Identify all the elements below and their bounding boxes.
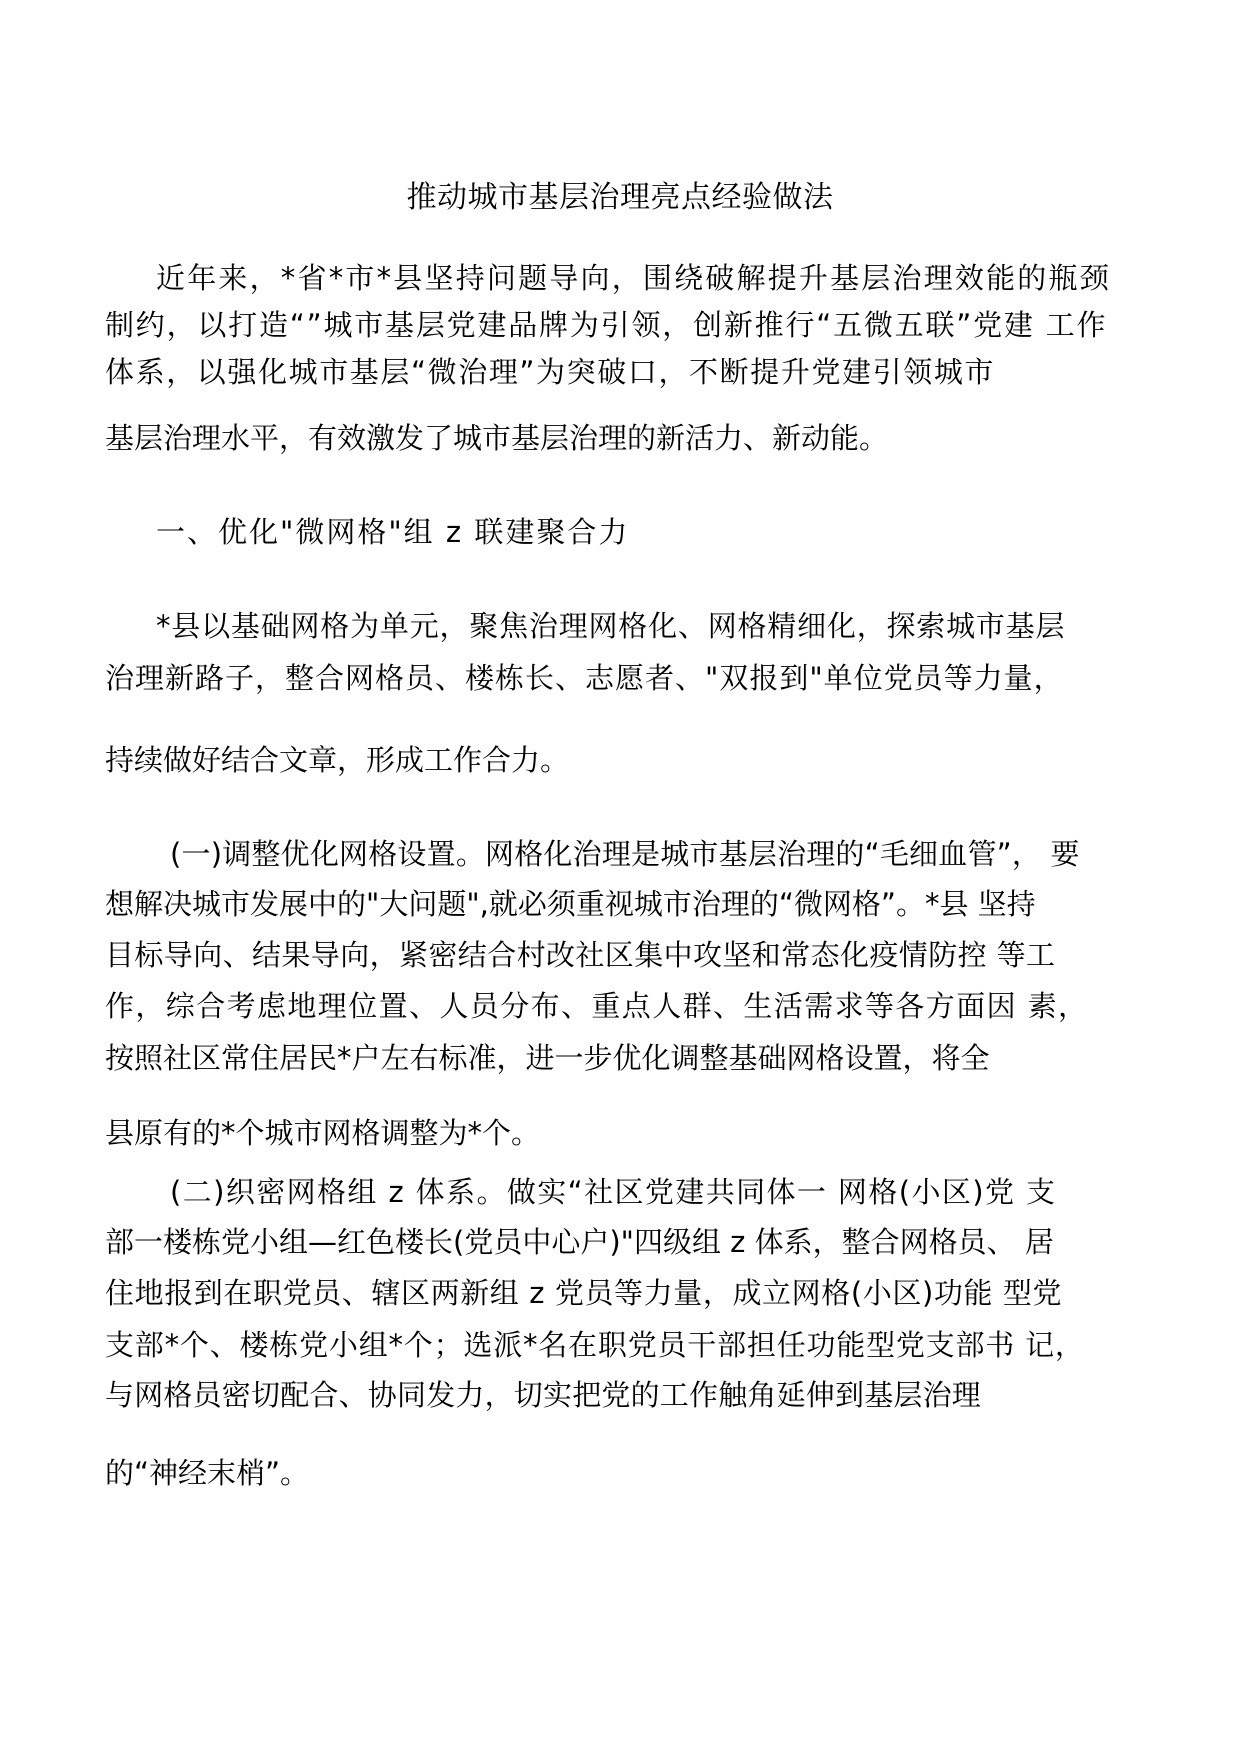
paragraph-line: 基层治理水平，有效激发了城市基层治理的新活力、新动能。 <box>105 421 889 455</box>
subsection-line: (一)调整优化网格设置。网格化治理是城市基层治理的“毛细血管”， 要 <box>170 837 1080 871</box>
paragraph-line: 与网格员密切配合、协同发力，切实把党的工作触角延伸到基层治理 <box>105 1378 982 1412</box>
paragraph-line: 目标导向、结果导向，紧密结合村改社区集中攻坚和常态化疫情防控 等工 <box>105 938 1056 972</box>
paragraph-line: *县以基础网格为单元，聚焦治理网格化、网格精细化，探索城市基层 <box>156 609 1066 643</box>
paragraph-line: 按照社区常住居民*户左右标准，进一步优化调整基础网格设置，将全 <box>105 1041 990 1075</box>
paragraph-line: 部一楼栋党小组—红色楼长(党员中心户)"四级组 z 体系，整合网格员、 居 <box>105 1225 1054 1259</box>
paragraph-line: 支部*个、楼栋党小组*个；选派*名在职党员干部担任功能型党支部书 记， <box>105 1328 1085 1362</box>
paragraph-line: 县原有的*个城市网格调整为*个。 <box>105 1116 541 1150</box>
paragraph-line: 想解决城市发展中的"大问题",就必须重视城市治理的“微网格”。*县 坚持 <box>105 887 1036 921</box>
paragraph-line: 持续做好结合文章，形成工作合力。 <box>105 743 570 777</box>
paragraph-line: 的“神经末梢”。 <box>105 1456 310 1490</box>
paragraph-line: 治理新路子，整合网格员、楼栋长、志愿者、"双报到"单位党员等力量， <box>105 661 1064 695</box>
subsection-line: (二)织密网格组 z 体系。做实“社区党建共同体一 网格(小区)党 支 <box>170 1175 1057 1209</box>
paragraph-line: 住地报到在职党员、辖区两新组 z 党员等力量，成立网格(小区)功能 型党 <box>105 1276 1063 1310</box>
document-title: 推动城市基层治理亮点经验做法 <box>406 180 834 215</box>
paragraph-line: 作，综合考虑地理位置、人员分布、重点人群、生活需求等各方面因 素， <box>105 989 1089 1023</box>
paragraph-line: 制约，以打造“”城市基层党建品牌为引领，创新推行“五微五联”党建 工作 <box>105 308 1108 342</box>
paragraph-line: 体系，以强化城市基层“微治理”为突破口，不断提升党建引领城市 <box>105 355 996 389</box>
section-heading: 一、优化"微网格"组 z 联建聚合力 <box>156 515 630 549</box>
paragraph-line: 近年来，*省*市*县坚持问题导向，围绕破解提升基层治理效能的瓶颈 <box>156 261 1111 295</box>
